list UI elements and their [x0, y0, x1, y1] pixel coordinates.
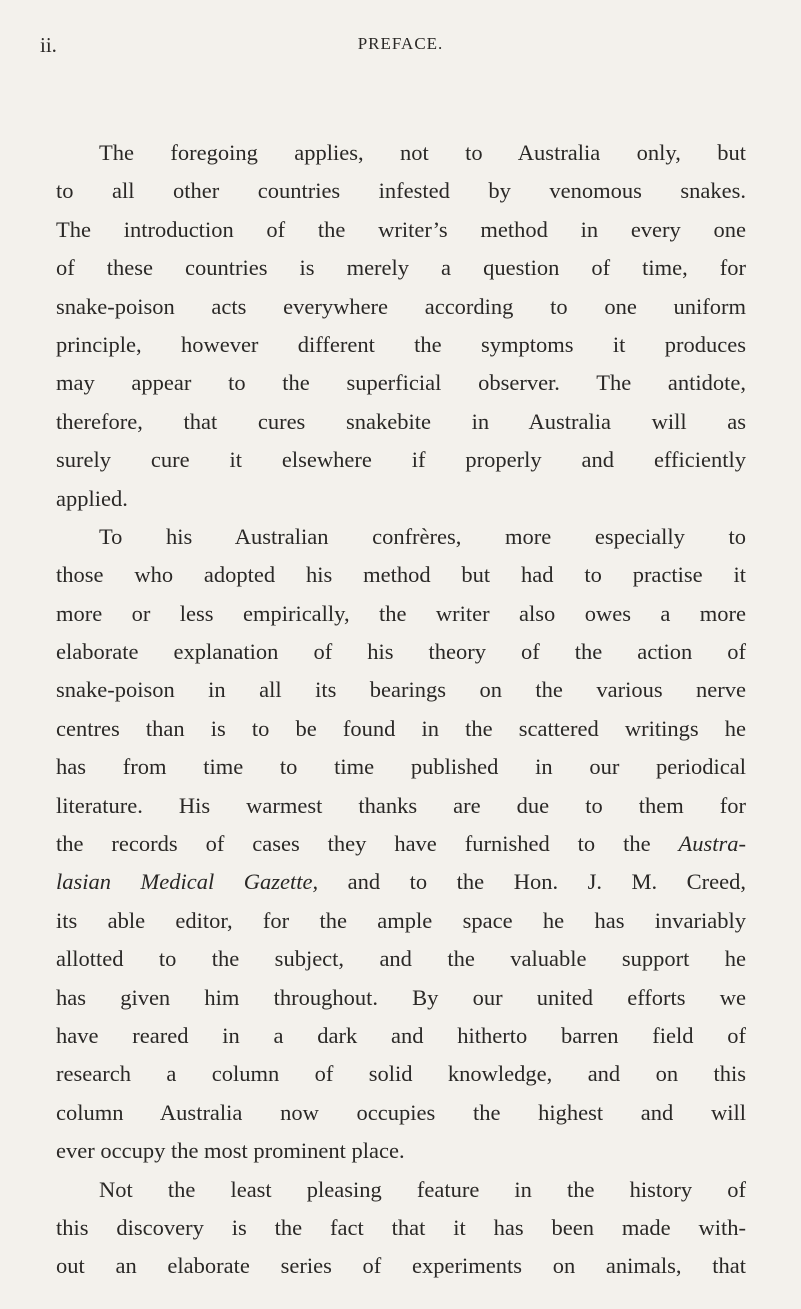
text-line: this discovery is the fact that it has been made with-	[56, 1214, 746, 1240]
text-line: ever occupy the most prominent place.	[56, 1138, 405, 1164]
text-line: allotted to the subject, and the valuable support he	[56, 946, 746, 972]
text-line: Not the least pleasing feature in the history of	[99, 1176, 746, 1202]
text-line: elaborate explanation of his theory of the action of	[56, 639, 746, 665]
text-line: literature. His warmest thanks are due to them for	[56, 792, 746, 818]
text-line: snake-poison acts everywhere according to one uniform	[56, 293, 746, 319]
text-line: To his Australian confrères, more especially to	[99, 523, 746, 549]
text-line: to all other countries infested by venomous snakes.	[56, 178, 746, 204]
text-line: of these countries is merely a question of time, for	[56, 255, 746, 281]
text-line: applied.	[56, 485, 128, 511]
text-line: therefore, that cures snakebite in Australia will as	[56, 408, 746, 434]
text-line: surely cure it elsewhere if properly and efficiently	[56, 447, 746, 473]
text-fragment: and to the Hon. J. M. Creed,	[347, 869, 746, 895]
text-line: research a column of solid knowledge, and on this	[56, 1061, 746, 1087]
text-line: has given him throughout. By our united efforts we	[56, 984, 746, 1010]
italic-title: Austra-	[678, 831, 746, 857]
text-line	[56, 825, 746, 863]
text-line: have reared in a dark and hitherto barren field of	[56, 1022, 746, 1048]
page-number: ii.	[40, 33, 57, 57]
text-line: out an elaborate series of experiments on animals, that	[56, 1253, 746, 1279]
page-body	[56, 134, 746, 1286]
text-fragment: the records of cases they have furnished to the	[56, 831, 651, 857]
text-line: those who adopted his method but had to practise it	[56, 562, 746, 588]
text-line	[56, 863, 746, 901]
text-line: snake-poison in all its bearings on the various nerve	[56, 677, 746, 703]
text-line: may appear to the superficial observer. The antidote,	[56, 370, 746, 396]
italic-title: lasian Medical Gazette,	[56, 869, 319, 895]
text-line: its able editor, for the ample space he has invariably	[56, 907, 746, 933]
text-line: column Australia now occupies the highest and will	[56, 1099, 746, 1125]
text-line: The introduction of the writer’s method in every one	[56, 216, 746, 242]
text-line: has from time to time published in our periodical	[56, 754, 746, 780]
text-line: principle, however different the symptoms it produces	[56, 331, 746, 357]
text-line: The foregoing applies, not to Australia only, but	[99, 140, 746, 165]
running-header: PREFACE.	[357, 34, 444, 53]
text-line: more or less empirically, the writer also owes a more	[56, 600, 746, 626]
text-line: centres than is to be found in the scattered writings he	[56, 715, 746, 741]
